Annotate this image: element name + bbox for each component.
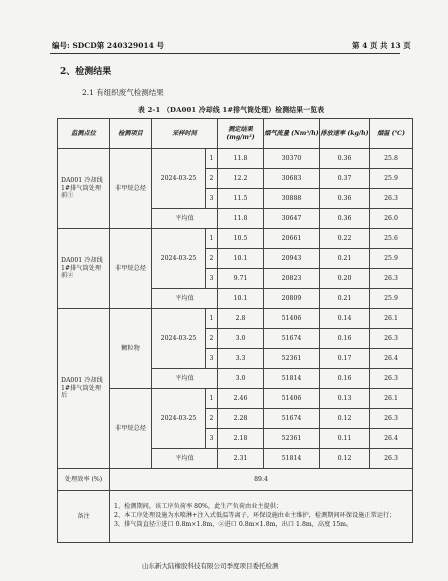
- rate-cell: 0.36: [320, 189, 370, 209]
- concentration-cell: 2.28: [218, 409, 264, 429]
- concentration-cell: 9.71: [218, 269, 264, 289]
- temperature-cell: 26.3: [370, 269, 413, 289]
- concentration-cell: 10.1: [218, 249, 264, 269]
- flow-cell: 52361: [264, 429, 320, 449]
- rate-cell: 0.37: [320, 169, 370, 189]
- efficiency-label: 处理效率 (%): [58, 469, 110, 491]
- header-rate: 排放速率 (kg/h): [320, 119, 370, 149]
- item-cell: 非甲烷总烃: [110, 389, 152, 469]
- point-cell: DA001 冷却线 1#排气筒处理后: [58, 309, 110, 469]
- concentration-cell: 2.8: [218, 309, 264, 329]
- flow-cell: 30888: [264, 189, 320, 209]
- sample-no: 1: [206, 389, 218, 409]
- flow-cell: 51406: [264, 309, 320, 329]
- date-cell: 2024-03-25: [152, 149, 206, 209]
- header-temperature: 烟温 (℃): [370, 119, 413, 149]
- table-row: [58, 309, 413, 329]
- sample-no: 3: [206, 189, 218, 209]
- temperature-cell: 26.3: [370, 369, 413, 389]
- average-label: 平均值: [152, 209, 218, 229]
- header-date: 采样时间: [152, 119, 218, 149]
- table-row: [58, 229, 413, 249]
- rate-cell: 0.22: [320, 229, 370, 249]
- temperature-cell: 25.9: [370, 289, 413, 309]
- temperature-cell: 26.1: [370, 309, 413, 329]
- temperature-cell: 25.9: [370, 249, 413, 269]
- rate-cell: 0.36: [320, 209, 370, 229]
- rate-cell: 0.12: [320, 409, 370, 429]
- page-info: 第 4 页 共 13 页: [352, 41, 411, 50]
- point-cell: DA001 冷却线 1#排气筒处理前①: [58, 149, 110, 229]
- header-rule: [50, 53, 400, 54]
- item-cell: 颗粒物: [110, 309, 152, 389]
- concentration-cell: 10.1: [218, 289, 264, 309]
- sample-no: 2: [206, 329, 218, 349]
- table-row: [58, 389, 413, 409]
- rate-cell: 0.16: [320, 369, 370, 389]
- section-subtitle: 2.1 有组织废气检测结果: [82, 88, 164, 97]
- note-line: 2、本工序处理设施为水喷淋+注入式低温等离子，环保设施由业主维护，检测期间环保设施正常运行；: [114, 512, 396, 519]
- header-item: 检测项目: [110, 119, 152, 149]
- flow-cell: 20943: [264, 249, 320, 269]
- sample-no: 3: [206, 429, 218, 449]
- efficiency-row: [58, 469, 413, 491]
- flow-cell: 52361: [264, 349, 320, 369]
- rate-cell: 0.13: [320, 389, 370, 409]
- concentration-cell: 2.18: [218, 429, 264, 449]
- temperature-cell: 25.6: [370, 229, 413, 249]
- flow-cell: 20809: [264, 289, 320, 309]
- sample-no: 2: [206, 249, 218, 269]
- concentration-cell: 12.2: [218, 169, 264, 189]
- item-cell: 非甲烷总烃: [110, 149, 152, 229]
- notes-content: [110, 491, 413, 543]
- flow-cell: 20661: [264, 229, 320, 249]
- table-caption: 表 2-1 （DA001 冷却线 1#排气筒处理）检测结果一览表: [138, 106, 325, 114]
- concentration-cell: 2.31: [218, 449, 264, 469]
- document-number: 编号: SDCD第 240329014 号: [52, 41, 164, 50]
- table-row: [58, 149, 413, 169]
- date-cell: 2024-03-25: [152, 229, 206, 289]
- notes-row: [58, 491, 413, 543]
- section-title: 2、检测结果: [60, 67, 112, 77]
- header-flow: 烟气流量 (Nm³/h): [264, 119, 320, 149]
- results-table: [57, 118, 413, 543]
- flow-cell: 51674: [264, 409, 320, 429]
- average-label: 平均值: [152, 449, 218, 469]
- flow-cell: 51406: [264, 389, 320, 409]
- notes-label: 备注: [58, 491, 110, 543]
- point-cell: DA001 冷却线 1#排气筒处理前②: [58, 229, 110, 309]
- rate-cell: 0.11: [320, 429, 370, 449]
- temperature-cell: 26.0: [370, 209, 413, 229]
- temperature-cell: 26.4: [370, 429, 413, 449]
- page-footer: 山东新大陆橡胶科技有限公司季度项目委托检测: [142, 562, 279, 570]
- concentration-cell: 11.5: [218, 189, 264, 209]
- flow-cell: 51814: [264, 369, 320, 389]
- flow-cell: 20823: [264, 269, 320, 289]
- table-header-row: [58, 119, 413, 149]
- rate-cell: 0.16: [320, 329, 370, 349]
- sample-no: 3: [206, 349, 218, 369]
- rate-cell: 0.36: [320, 149, 370, 169]
- rate-cell: 0.21: [320, 249, 370, 269]
- temperature-cell: 26.3: [370, 189, 413, 209]
- concentration-cell: 2.46: [218, 389, 264, 409]
- temperature-cell: 26.4: [370, 349, 413, 369]
- temperature-cell: 26.3: [370, 449, 413, 469]
- sample-no: 1: [206, 309, 218, 329]
- rate-cell: 0.20: [320, 269, 370, 289]
- note-line: 3、排气筒直径①进口 0.8m×1.8m，②进口 0.8m×1.8m，出口 1.8m，高度 15m。: [114, 520, 353, 528]
- temperature-cell: 25.9: [370, 169, 413, 189]
- sample-no: 2: [206, 169, 218, 189]
- concentration-cell: 3.0: [218, 329, 264, 349]
- concentration-cell: 11.8: [218, 209, 264, 229]
- concentration-cell: 10.5: [218, 229, 264, 249]
- rate-cell: 0.14: [320, 309, 370, 329]
- temperature-cell: 26.3: [370, 409, 413, 429]
- average-label: 平均值: [152, 369, 218, 389]
- sample-no: 1: [206, 149, 218, 169]
- flow-cell: 30647: [264, 209, 320, 229]
- concentration-cell: 11.8: [218, 149, 264, 169]
- flow-cell: 51814: [264, 449, 320, 469]
- item-cell: 非甲烷总烃: [110, 229, 152, 309]
- note-line: 1、检测期间，该工序负荷率 80%，此生产负荷由业主提供；: [114, 503, 283, 511]
- flow-cell: 30370: [264, 149, 320, 169]
- temperature-cell: 26.3: [370, 329, 413, 349]
- sample-no: 3: [206, 269, 218, 289]
- average-label: 平均值: [152, 289, 218, 309]
- concentration-cell: 3.0: [218, 369, 264, 389]
- date-cell: 2024-03-25: [152, 309, 206, 369]
- rate-cell: 0.12: [320, 449, 370, 469]
- header-point: 监测点位: [58, 119, 110, 149]
- flow-cell: 51674: [264, 329, 320, 349]
- sample-no: 2: [206, 409, 218, 429]
- efficiency-value: 89.4: [110, 469, 413, 491]
- flow-cell: 30683: [264, 169, 320, 189]
- rate-cell: 0.17: [320, 349, 370, 369]
- temperature-cell: 26.1: [370, 389, 413, 409]
- temperature-cell: 25.8: [370, 149, 413, 169]
- sample-no: 1: [206, 229, 218, 249]
- date-cell: 2024-03-25: [152, 389, 206, 449]
- concentration-cell: 3.3: [218, 349, 264, 369]
- rate-cell: 0.21: [320, 289, 370, 309]
- header-concentration: 测定结果 (mg/m³): [218, 119, 264, 149]
